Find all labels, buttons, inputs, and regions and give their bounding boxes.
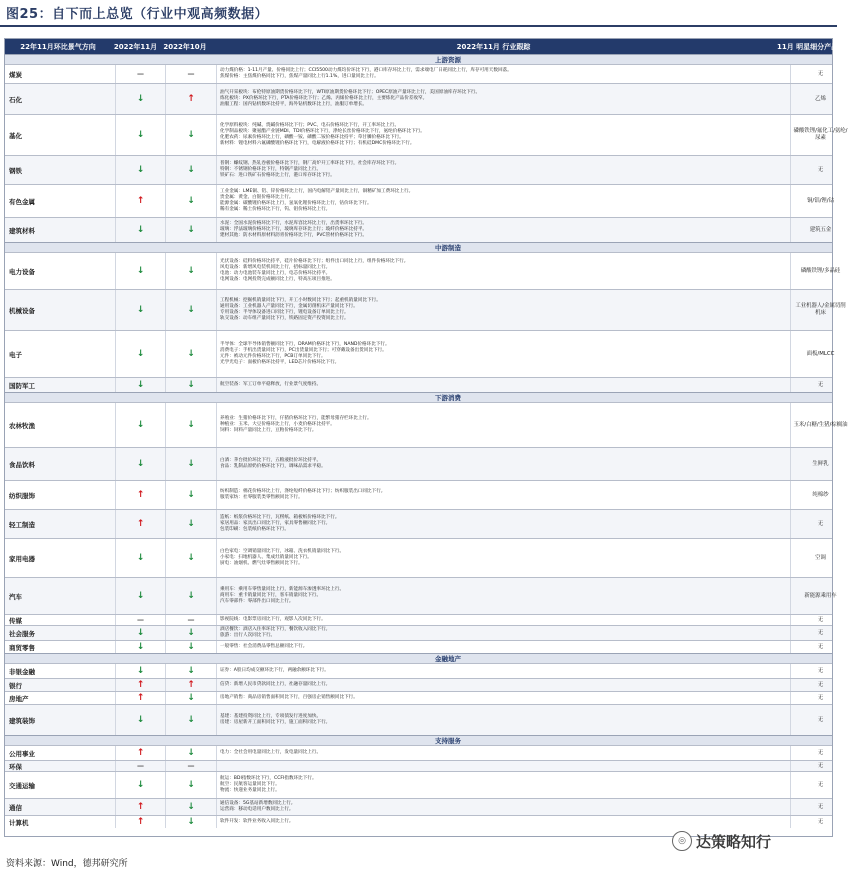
table-row: [5, 402, 848, 447]
tracking-line: 电池：动力电池装车量同比上行，电芯价格环比持平。: [220, 271, 331, 276]
table-row: [5, 678, 832, 691]
tracking-line: 消费电子：手机出货量同比下行，PC出货量同比下行；可穿戴设备出货同比下行。: [220, 348, 387, 354]
tracking-line: 白酒：茅台批价环比下行，五粮液批价环比持平。: [220, 458, 322, 464]
signal-oct: ↓: [166, 641, 217, 653]
industry-name: 社会服务: [5, 626, 116, 640]
table-row: [5, 704, 832, 735]
tracking-line: 养殖业：生猪价格环比下行，仔猪价格环比下行，能繁母猪存栏环比上行。: [220, 416, 372, 422]
star-product: 无: [817, 681, 824, 688]
table-row: [5, 64, 832, 83]
signal-oct: ↓: [166, 539, 217, 577]
star-product: 无: [817, 643, 824, 650]
tracking-line: 酒店餐饮：酒店入住率环比下行，餐饮收入同比下行。: [220, 627, 331, 633]
signal-nov: ↑: [116, 746, 166, 760]
star-product: 无: [817, 716, 824, 723]
tracking-line: 航运：BDI指数环比下行，CCFI指数环比下行。: [220, 776, 317, 782]
table-row: [5, 614, 832, 625]
star-product: 铜/铝/锂/钴: [806, 197, 834, 204]
tracking-text: [217, 253, 791, 289]
signal-oct: ↑: [166, 84, 217, 114]
tracking-line: 服装家纺：社零服装类零售额同比下行。: [220, 495, 303, 500]
industry-name: 商贸零售: [5, 641, 116, 653]
section-label: 中游制造: [435, 244, 461, 252]
signal-nov: ↓: [116, 290, 166, 330]
tracking-text: [217, 664, 791, 678]
industry-name: 农林牧渔: [5, 403, 116, 447]
industry-name: 基化: [5, 115, 116, 155]
tracking-text: [217, 403, 791, 447]
tracking-text: [217, 679, 791, 691]
signal-oct: —: [166, 761, 217, 771]
tracking-text: [217, 692, 791, 704]
tracking-line: 元件：被动元件价格环比下行，PCB订单同比下行。: [220, 354, 326, 359]
signal-oct: ↓: [166, 185, 217, 217]
tracking-line: 电网设备：电网投资完成额同比上行，特高压项目推进。: [220, 276, 335, 282]
tracking-text: [217, 626, 791, 640]
star-product: 新能源乘用车: [804, 592, 837, 599]
tracking-line: 油服工程：国内钻机数环比持平，海外钻机数环比上行，油服订单增长。: [220, 101, 368, 107]
table-row: [5, 330, 835, 377]
tracking-text: [217, 448, 791, 480]
signal-oct: ↓: [166, 156, 217, 184]
tracking-text: [217, 185, 791, 217]
tracking-text: [217, 816, 791, 828]
signal-nov: ↓: [116, 772, 166, 798]
signal-nov: ↑: [116, 692, 166, 704]
table-row: [5, 798, 832, 815]
watermark: [672, 828, 771, 854]
star-product: 无: [817, 749, 824, 756]
header-direction: 22年11月环比景气方向: [20, 42, 96, 51]
tracking-line: 化肥农药：尿素价格环比上行，磷酸一铵、磷酸二铵价格环比持平；草甘膦价格环比下行。: [220, 135, 404, 140]
table-row: [5, 640, 832, 653]
star-product: 无: [817, 667, 824, 674]
signal-nov: ↑: [116, 510, 166, 538]
tracking-line: 包装印刷：包装纸价格环比下行。: [220, 526, 289, 532]
tracking-line: 纺织制造：棉花价格环比上行，涤纶短纤价格环比下行；纺织服装出口同比下行。: [220, 489, 386, 495]
tracking-text: [217, 331, 791, 377]
tracking-line: 化学制品板块：聚氨酯产业链MDI、TDI价格环比下行，涤纶长丝价格环比下行，氨纶价格环比下行。: [220, 129, 425, 135]
tracking-line: 基建：基建投资同比上行，专项债发行进度加快。: [220, 714, 322, 720]
section-label: 上游资源: [435, 56, 461, 64]
tracking-text: [217, 705, 791, 735]
tracking-line: 证券：A股日均成交额环比下行，两融余额环比下行。: [220, 668, 329, 674]
table-header: [5, 39, 855, 54]
tracking-line: 油气开采板块：布伦特原油期货价格环比下行，WTI原油期货价格环比下行；OPEC原油产量环比上行，美国原油库存环比下行。: [220, 90, 481, 96]
tracking-line: 乘用车：乘用车零售量同比上行，新能源车渗透率环比上行。: [220, 587, 345, 593]
signal-oct: ↓: [166, 705, 217, 735]
tracking-line: 工业金属：LME铜、铝、锌价格环比上行，国内电解铝产量同比上行，铜精矿加工费环比上行。: [220, 189, 414, 195]
signal-nov: —: [116, 615, 166, 625]
signal-nov: ↑: [116, 799, 166, 815]
signal-nov: ↑: [116, 816, 166, 828]
source-note: 资料来源：Wind，德邦研究所: [6, 859, 128, 869]
tracking-line: 炼化板块：PX价格环比下行，PTA价格环比下行；乙烯、丙烯价格环比上行，主要炼化产品价差收窄。: [220, 96, 428, 102]
signal-nov: ↓: [116, 705, 166, 735]
section-header: [5, 735, 832, 745]
tracking-line: 白色家电：空调销量同比下行，冰箱、洗衣机销量同比下行。: [220, 549, 345, 555]
signal-nov: ↑: [116, 481, 166, 509]
tracking-line: 旅游：出行人次同比下行。: [220, 633, 276, 638]
signal-nov: ↓: [116, 156, 166, 184]
industry-name: 通信: [5, 799, 116, 815]
signal-oct: ↓: [166, 664, 217, 678]
tracking-text: [217, 218, 791, 242]
tracking-text: [217, 539, 791, 577]
signal-nov: ↓: [116, 115, 166, 155]
industry-name: 电力设备: [5, 253, 116, 289]
table-row: [5, 217, 832, 242]
industry-name: 环保: [5, 761, 116, 771]
signal-nov: ↓: [116, 664, 166, 678]
signal-nov: ↓: [116, 253, 166, 289]
tracking-text: [217, 772, 791, 798]
tracking-line: 饲料：饲料产量同比上行，豆粕价格环比下行。: [220, 427, 317, 433]
section-header: [5, 653, 832, 663]
signal-nov: ↓: [116, 378, 166, 392]
table-row: [5, 771, 832, 798]
tracking-text: [217, 761, 791, 771]
industry-name: 纺织服饰: [5, 481, 116, 509]
star-product: 无: [817, 520, 824, 527]
tracking-line: 小家电：扫地机器人、集成灶销量同比下行。: [220, 555, 312, 561]
industry-name: 轻工制造: [5, 510, 116, 538]
signal-oct: ↓: [166, 692, 217, 704]
star-product: 建筑五金: [809, 226, 832, 233]
signal-nov: ↑: [116, 679, 166, 691]
figure-title: 图25：自下而上总览（行业中观高频数据）: [6, 7, 269, 22]
table-row: [5, 114, 848, 155]
table-row: [5, 815, 832, 828]
star-product: 无: [817, 803, 824, 810]
watermark-text: 达策略知行: [696, 832, 772, 851]
tracking-line: 建材其他：防水材料原材料沥青价格环比下行，PVC管材价格环比下行。: [220, 232, 367, 238]
signal-oct: ↑: [166, 679, 217, 691]
signal-nov: ↓: [116, 403, 166, 447]
tracking-text: [217, 578, 791, 614]
tracking-text: [217, 641, 791, 653]
star-product: 无: [817, 781, 824, 788]
industry-name: 机械设备: [5, 290, 116, 330]
signal-oct: ↓: [166, 626, 217, 640]
tracking-line: 运营商：移动电话用户数同比上行。: [220, 807, 294, 812]
tracking-line: 光伏设备：硅料价格环比持平，硅片价格环比下行；组件出口同比上行，组件价格环比下行。: [220, 259, 409, 265]
table-row: [5, 480, 832, 509]
tracking-line: 能源金属：碳酸锂价格环比上行，氢氧化锂价格环比上行，钴价环比下行。: [220, 201, 372, 206]
header-nov: 2022年11月: [113, 42, 158, 51]
industry-name: 计算机: [5, 816, 116, 828]
table-row: [5, 509, 832, 538]
tracking-text: [217, 481, 791, 509]
industry-name: 交通运输: [5, 772, 116, 798]
header-tag: 11月 明星细分产品/标签: [777, 42, 855, 51]
tracking-line: 贵金属：黄金、白银价格环比上行。: [220, 195, 294, 201]
tracking-line: 厨电：油烟机、燃气灶零售额同比下行。: [220, 560, 303, 566]
signal-oct: ↓: [166, 218, 217, 242]
tracking-text: [217, 156, 791, 184]
tracking-line: 稀有金属：稀土价格环比下行，钨、钼价格环比上行。: [220, 206, 331, 212]
table-row: [5, 538, 832, 577]
tracking-line: 软件开发：软件业务收入同比上行。: [220, 819, 294, 825]
signal-oct: ↓: [166, 510, 217, 538]
signal-oct: ↓: [166, 578, 217, 614]
signal-oct: ↓: [166, 331, 217, 377]
industry-name: 煤炭: [5, 65, 116, 83]
tracking-line: 风电设备：新增风电装机同比上行，招标量同比上行。: [220, 265, 331, 271]
table-row: [5, 577, 837, 614]
tracking-line: 造纸：纸浆价格环比下行，瓦楞纸、箱板纸价格环比下行。: [220, 515, 340, 521]
tracking-line: 房建：房屋新开工面积同比下行，施工面积同比下行。: [220, 720, 331, 725]
tracking-line: 铁矿石：进口铁矿石价格环比上行，港口库存环比下行。: [220, 172, 335, 178]
star-product: 磷酸铁锂/氟化工/氨纶/尿素: [793, 128, 848, 141]
star-product: 磷酸铁锂/多晶硅: [800, 267, 841, 274]
tracking-line: 焦煤价格：主焦煤价格同比下行，焦煤产量同比上行1.1%，进口量同比上行。: [220, 74, 379, 79]
section-label: 金融地产: [435, 655, 461, 663]
industry-name: 银行: [5, 679, 116, 691]
tracking-line: 影视院线：电影票房同比下行，观影人次同比下行。: [220, 617, 326, 623]
signal-nov: ↓: [116, 539, 166, 577]
signal-nov: ↑: [116, 185, 166, 217]
signal-nov: ↓: [116, 578, 166, 614]
table-row: [5, 760, 832, 771]
industry-name: 建筑材料: [5, 218, 116, 242]
signal-nov: ↓: [116, 331, 166, 377]
tracking-line: 光学光电子：面板价格环比持平，LED芯片价格环比下行。: [220, 359, 340, 365]
signal-oct: ↓: [166, 746, 217, 760]
industry-name: 汽车: [5, 578, 116, 614]
signal-oct: ↓: [166, 290, 217, 330]
section-label: 下游消费: [435, 394, 461, 402]
star-product: 无: [817, 629, 824, 636]
tracking-line: 商用车：重卡销量同比下行，客车销量同比下行。: [220, 593, 322, 599]
tracking-line: 专用设备：半导体设备进口同比下行，锂电设备订单同比上行。: [220, 310, 349, 315]
tracking-text: [217, 615, 791, 625]
star-product: 无: [817, 818, 824, 825]
tracking-line: 工程机械：挖掘机销量同比下行，开工小时数同比下行；起重机销量同比下行。: [220, 298, 381, 304]
industry-name: 有色金属: [5, 185, 116, 217]
tracking-text: [217, 378, 791, 392]
star-product: 纯棉纱: [812, 491, 829, 498]
section-header: [5, 242, 832, 252]
tracking-line: 水泥：全国水泥价格环比下行，水泥库容比环比上行，出货率环比下行。: [220, 221, 368, 227]
tracking-line: 化学原料板块：纯碱、烧碱价格环比下行；PVC、电石价格环比下行，开工率环比上行。: [220, 123, 400, 129]
signal-oct: ↓: [166, 378, 217, 392]
table-row: [5, 663, 832, 678]
industry-name: 房地产: [5, 692, 116, 704]
tracking-line: 新材料：锂电材料六氟磷酸锂价格环比下行，电解液价格环比下行；有机硅DMC价格环比下行。: [220, 140, 415, 146]
industry-name: 国防军工: [5, 378, 116, 392]
tracking-text: [217, 799, 791, 815]
table-row: [5, 83, 832, 114]
overview-table: [4, 38, 855, 837]
table-row: [5, 625, 832, 640]
signal-oct: ↓: [166, 253, 217, 289]
signal-oct: ↓: [166, 448, 217, 480]
industry-name: 公用事业: [5, 746, 116, 760]
tracking-line: 动力煤价格：1-11月产量、价格同比上行；CCI5500动力煤均价环比下行，港口库存环比上行，需求端电厂日耗同比上行，库存可用天数回落。: [220, 68, 512, 74]
tracking-line: 通信设备：5G基站新增数同比上行。: [220, 801, 296, 807]
signal-nov: ↓: [116, 448, 166, 480]
tracking-line: 航空：民航客运量同比下行。: [220, 782, 280, 788]
header-oct: 2022年10月: [163, 42, 207, 51]
signal-oct: ↓: [166, 481, 217, 509]
table-row: [5, 447, 832, 480]
tracking-text: [217, 746, 791, 760]
star-product: 无: [817, 694, 824, 701]
tracking-text: [217, 290, 791, 330]
industry-name: 非银金融: [5, 664, 116, 678]
tracking-line: 轨交设备：动车组产量同比下行，铁路固定资产投资同比上行。: [220, 315, 349, 321]
table-row: [5, 289, 846, 330]
star-product: 无: [817, 70, 824, 77]
signal-oct: ↓: [166, 115, 217, 155]
signal-nov: —: [116, 761, 166, 771]
signal-oct: —: [166, 615, 217, 625]
star-product: 空调: [815, 554, 826, 561]
wechat-icon: ◎: [672, 831, 692, 851]
section-label: 支持服务: [435, 737, 461, 745]
table-row: [5, 155, 832, 184]
star-product: 面板/MLCC: [806, 350, 835, 357]
tracking-text: [217, 510, 791, 538]
tracking-line: 特钢：不锈钢价格环比下行，特钢产量同比上行。: [220, 167, 322, 173]
tracking-line: 信贷：新增人民币贷款同比上行，社融存量同比上行。: [220, 682, 331, 688]
signal-nov: ↓: [116, 641, 166, 653]
industry-name: 传媒: [5, 615, 116, 625]
tracking-line: 种植业：玉米、大豆价格环比上行，小麦价格环比持平。: [220, 422, 335, 428]
industry-name: 建筑装饰: [5, 705, 116, 735]
star-product: 无: [817, 616, 824, 623]
signal-nov: —: [116, 65, 166, 83]
tracking-line: 通用设备：工业机器人产量同比下行，金属切削机床产量同比下行。: [220, 304, 358, 310]
signal-nov: ↓: [116, 218, 166, 242]
star-product: 玉米/白糖/生猪/棕榈油: [793, 421, 848, 428]
signal-oct: ↓: [166, 403, 217, 447]
tracking-line: 食品：乳制品原奶价格环比下行，调味品需求平稳。: [220, 464, 326, 469]
tracking-line: 房地产销售：商品房销售面积同比下行，百强房企销售额同比下行。: [220, 695, 358, 701]
signal-oct: ↓: [166, 816, 217, 828]
section-header: [5, 54, 832, 64]
tracking-text: [217, 84, 791, 114]
tracking-text: [217, 115, 791, 155]
title-rule: [0, 25, 837, 27]
table-row: [5, 377, 832, 392]
header-tracking: 2022年11月 行业跟踪: [456, 42, 531, 51]
tracking-line: 航空装备：军工订单平稳释放，行业景气度维持。: [220, 382, 322, 388]
industry-name: 钢铁: [5, 156, 116, 184]
signal-nov: ↓: [116, 626, 166, 640]
star-product: 无: [817, 762, 824, 769]
signal-nov: ↓: [116, 84, 166, 114]
industry-name: 家用电器: [5, 539, 116, 577]
star-product: 工业机器人/金属切削机床: [795, 303, 846, 316]
tracking-line: 电力：全社会用电量同比上行，发电量同比上行。: [220, 750, 322, 756]
star-product: 无: [817, 166, 824, 173]
industry-name: 食品饮料: [5, 448, 116, 480]
star-product: 乙烯: [815, 95, 826, 102]
tracking-line: 一般零售：社会消费品零售总额同比下行。: [220, 644, 308, 650]
tracking-line: 半导体：全球半导体销售额同比下行，DRAM价格环比下行，NAND价格环比下行。: [220, 342, 390, 348]
star-product: 无: [817, 381, 824, 388]
table-row: [5, 184, 832, 217]
signal-oct: ↓: [166, 772, 217, 798]
industry-name: 电子: [5, 331, 116, 377]
tracking-line: 物流：快递业务量同比上行。: [220, 787, 280, 793]
table-row: [5, 691, 832, 704]
signal-oct: ↓: [166, 799, 217, 815]
tracking-line: 普钢：螺纹钢、热轧卷板价格环比下行，钢厂高炉开工率环比下行，社会库存环比下行。: [220, 161, 400, 167]
table-body: [5, 54, 848, 828]
tracking-text: [217, 65, 791, 83]
signal-oct: —: [166, 65, 217, 83]
industry-name: 石化: [5, 84, 116, 114]
tracking-line: 玻璃：浮法玻璃价格环比下行，玻璃库存环比上行；玻纤价格环比持平。: [220, 227, 368, 233]
section-header: [5, 392, 832, 402]
star-product: 生鲜乳: [812, 460, 829, 467]
tracking-line: 汽车零部件：零部件出口同比上行。: [220, 598, 294, 604]
tracking-line: 家居用品：家具出口同比下行，家具零售额同比下行。: [220, 521, 331, 527]
table-row: [5, 745, 832, 760]
table-row: [5, 252, 841, 289]
